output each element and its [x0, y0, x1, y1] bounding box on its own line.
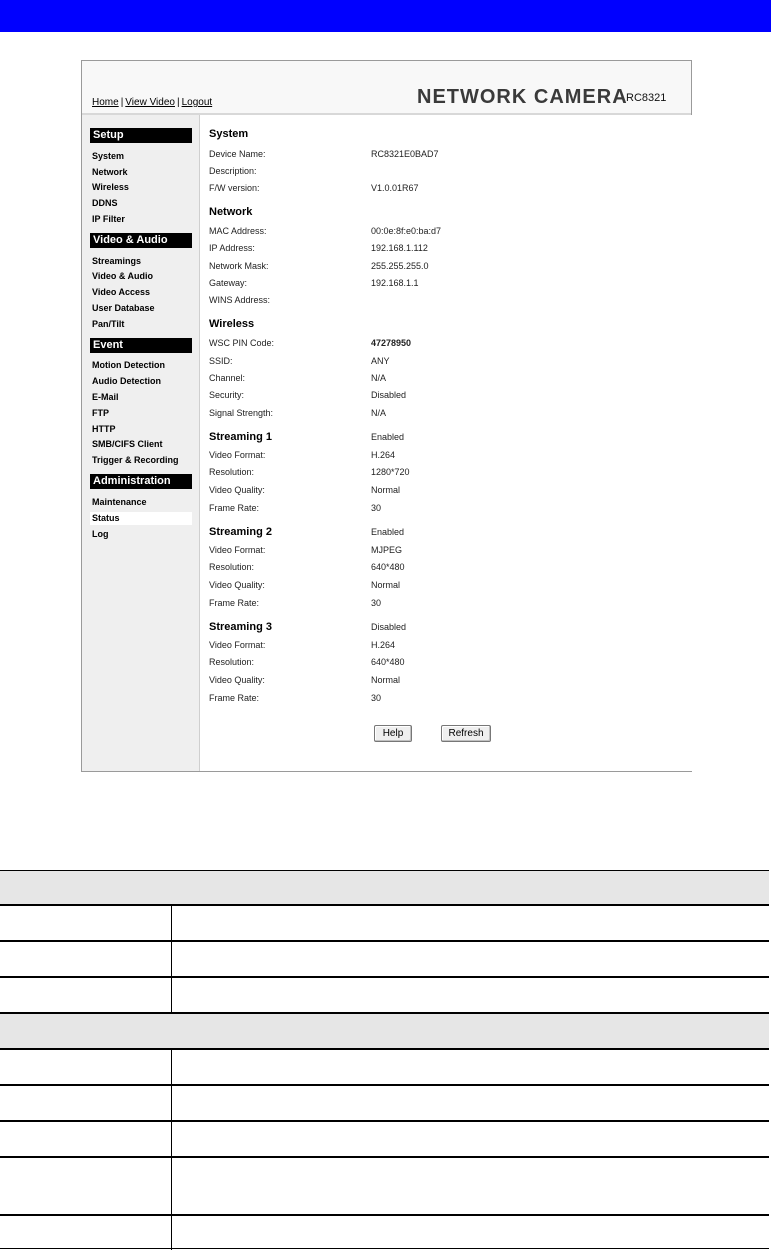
section-title-system: System [209, 128, 249, 140]
sidebar-item-wireless[interactable]: Wireless [92, 182, 129, 192]
table-row [0, 1156, 769, 1214]
s2-video-quality-label: Video Quality: [209, 580, 265, 590]
nav-separator: | [120, 97, 124, 108]
network-mask-value: 255.255.255.0 [371, 261, 429, 271]
ssid-value: ANY [371, 356, 390, 366]
sidebar-section-event: Event [90, 338, 192, 353]
sidebar-item-pan-tilt[interactable]: Pan/Tilt [92, 319, 125, 329]
channel-label: Channel: [209, 373, 246, 383]
table-row [0, 1120, 769, 1156]
sidebar-item-user-database[interactable]: User Database [92, 303, 155, 313]
fw-version-label: F/W version: [209, 183, 260, 193]
s1-frame-rate-value: 30 [371, 503, 382, 513]
signal-strength-value: N/A [371, 408, 387, 418]
sidebar-item-video-audio[interactable]: Video & Audio [92, 271, 154, 281]
sidebar-section-video-audio: Video & Audio [90, 233, 192, 248]
camera-web-ui [81, 60, 692, 772]
section-title-streaming-2: Streaming 2 [209, 526, 272, 538]
s3-resolution-value: 640*480 [371, 657, 405, 667]
gateway-label: Gateway: [209, 278, 248, 288]
sidebar-item-audio-detection[interactable]: Audio Detection [92, 376, 161, 386]
section-title-streaming-3: Streaming 3 [209, 621, 272, 633]
wsc-pin-value: 47278950 [371, 338, 412, 348]
streaming-1-state: Enabled [371, 432, 405, 442]
s3-frame-rate-value: 30 [371, 693, 382, 703]
ip-address-label: IP Address: [209, 243, 255, 253]
sidebar-item-streamings[interactable]: Streamings [92, 256, 142, 266]
wsc-pin-label: WSC PIN Code: [209, 338, 275, 348]
logout-link[interactable]: Logout [181, 97, 213, 108]
brand-title: NETWORK CAMERA [417, 86, 628, 108]
sidebar-item-ip-filter[interactable]: IP Filter [92, 214, 125, 224]
ssid-label: SSID: [209, 356, 233, 366]
document-title-bar [0, 0, 771, 32]
sidebar-item-trigger-recording[interactable]: Trigger & Recording [92, 455, 179, 465]
sidebar-section-administration: Administration [90, 474, 192, 489]
gateway-value: 192.168.1.1 [371, 278, 419, 288]
status-content [199, 115, 692, 771]
device-name-label: Device Name: [209, 149, 266, 159]
ip-address-value: 192.168.1.112 [371, 243, 428, 253]
table-row [0, 940, 769, 976]
security-value: Disabled [371, 390, 407, 400]
sidebar-item-video-access[interactable]: Video Access [92, 287, 151, 297]
s3-resolution-label: Resolution: [209, 657, 255, 667]
sidebar-item-network[interactable]: Network [92, 167, 128, 177]
s2-frame-rate-value: 30 [371, 598, 382, 608]
sidebar-item-smb-cifs-client[interactable]: SMB/CIFS Client [92, 439, 163, 449]
nav-separator: | [176, 97, 180, 108]
mac-address-label: MAC Address: [209, 226, 267, 236]
mac-address-value: 00:0e:8f:e0:ba:d7 [371, 226, 442, 236]
sidebar-section-setup: Setup [90, 128, 192, 143]
table-row [0, 904, 769, 940]
table-bottom-border [0, 1248, 769, 1249]
s2-video-format-value: MJPEG [371, 545, 403, 555]
signal-strength-label: Signal Strength: [209, 408, 274, 418]
table-row [0, 1084, 769, 1120]
model-number: RC8321 [626, 92, 667, 104]
view-video-link[interactable]: View Video [125, 97, 175, 108]
table-section-header [0, 870, 769, 905]
s1-video-quality-value: Normal [371, 485, 401, 495]
fw-version-value: V1.0.01R67 [371, 183, 419, 193]
s2-resolution-label: Resolution: [209, 562, 255, 572]
wins-address-label: WINS Address: [209, 295, 271, 305]
table-row [0, 1048, 769, 1084]
s2-resolution-value: 640*480 [371, 562, 405, 572]
help-button[interactable]: Help [374, 725, 412, 742]
s1-video-format-label: Video Format: [209, 450, 266, 460]
section-title-streaming-1: Streaming 1 [209, 431, 272, 443]
sidebar-item-system[interactable]: System [92, 151, 125, 161]
s2-video-format-label: Video Format: [209, 545, 266, 555]
s3-video-format-value: H.264 [371, 640, 396, 650]
s1-video-format-value: H.264 [371, 450, 396, 460]
s3-video-format-label: Video Format: [209, 640, 266, 650]
s2-video-quality-value: Normal [371, 580, 401, 590]
section-title-wireless: Wireless [209, 318, 255, 330]
sidebar-item-http[interactable]: HTTP [92, 424, 116, 434]
s2-frame-rate-label: Frame Rate: [209, 598, 260, 608]
sidebar-item-log[interactable]: Log [92, 529, 109, 539]
table-row [0, 1214, 769, 1250]
home-link[interactable]: Home [92, 97, 119, 108]
s1-resolution-value: 1280*720 [371, 467, 410, 477]
network-mask-label: Network Mask: [209, 261, 269, 271]
table-section-header [0, 1012, 769, 1048]
description-label: Description: [209, 166, 257, 176]
s1-frame-rate-label: Frame Rate: [209, 503, 260, 513]
s3-frame-rate-label: Frame Rate: [209, 693, 260, 703]
sidebar-item-maintenance[interactable]: Maintenance [92, 497, 147, 507]
streaming-3-state: Disabled [371, 622, 407, 632]
refresh-button[interactable]: Refresh [441, 725, 491, 742]
sidebar-item-email[interactable]: E-Mail [92, 392, 119, 402]
sidebar-item-status[interactable]: Status [90, 512, 192, 525]
s3-video-quality-value: Normal [371, 675, 401, 685]
sidebar-item-ftp[interactable]: FTP [92, 408, 109, 418]
s3-video-quality-label: Video Quality: [209, 675, 265, 685]
s1-video-quality-label: Video Quality: [209, 485, 265, 495]
sidebar-menu [82, 115, 196, 771]
camera-header [82, 61, 691, 115]
sidebar-item-ddns[interactable]: DDNS [92, 198, 118, 208]
device-name-value: RC8321E0BAD7 [371, 149, 439, 159]
security-label: Security: [209, 390, 245, 400]
table-row [0, 976, 769, 1012]
section-title-network: Network [209, 206, 253, 218]
channel-value: N/A [371, 373, 387, 383]
s1-resolution-label: Resolution: [209, 467, 255, 477]
streaming-2-state: Enabled [371, 527, 405, 537]
sidebar-item-motion-detection[interactable]: Motion Detection [92, 360, 165, 370]
header-nav [92, 97, 212, 108]
